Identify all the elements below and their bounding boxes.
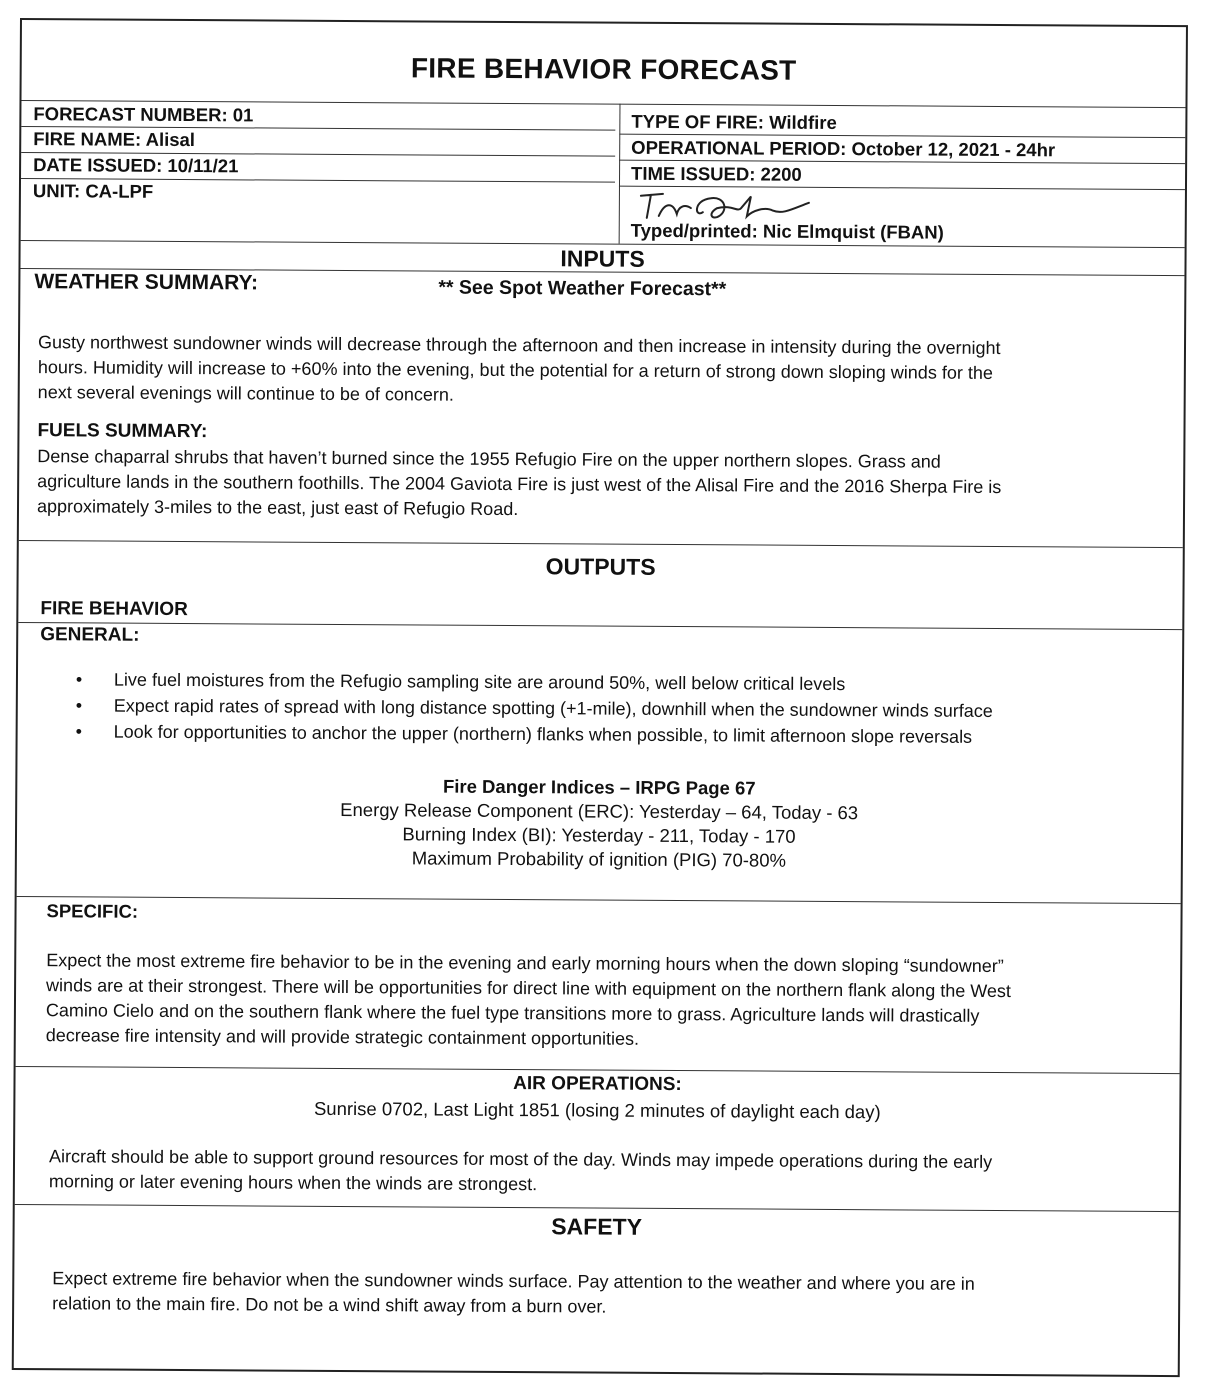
fuels-summary-text <box>37 444 1002 525</box>
safety-heading: SAFETY <box>551 1213 643 1240</box>
bi-index: Burning Index (BI): Yesterday - 211, Today - 170 <box>402 823 796 847</box>
safety-line: relation to the main fire. Do not be a wind shift away from a burn over. <box>52 1293 607 1317</box>
fire-behavior-label: FIRE BEHAVIOR <box>40 598 188 621</box>
list-item: • Expect rapid rates of spread with long distance spotting (+1-mile), downhill when the sundowner winds surface <box>70 692 993 724</box>
weather-summary-text <box>38 330 1001 411</box>
document-title: FIRE BEHAVIOR FORECAST <box>410 52 797 86</box>
fire-danger-indices-title: Fire Danger Indices – IRPG Page 67 <box>442 775 756 799</box>
divider <box>17 896 1181 904</box>
specific-line: Camino Cielo and on the southern flank where the fuel type transitions more to grass. Agriculture lands will drastically <box>45 1000 980 1026</box>
divider <box>19 540 1183 548</box>
weather-note: ** See Spot Weather Forecast** <box>438 276 727 301</box>
weather-line: hours. Humidity will increase to +60% into the evening, but the potential for a return of strong down sloping winds for the <box>37 357 993 383</box>
fuels-line: agriculture lands in the southern foothills. The 2004 Gaviota Fire is just west of the Alisal Fire and the 2016 Sherpa Fire is <box>37 471 1002 498</box>
date-issued: DATE ISSUED: 10/11/21 <box>33 154 239 177</box>
specific-label: SPECIFIC: <box>46 900 139 922</box>
safety-line: Expect extreme fire behavior when the sundowner winds surface. Pay attention to the weather and where you are in <box>52 1268 975 1294</box>
air-operations-line: Aircraft should be able to support ground resources for most of the day. Winds may impede operations during the early <box>48 1146 993 1172</box>
weather-line: Gusty northwest sundowner winds will decrease through the afternoon and then increase in intensity during the overnight <box>37 332 1001 358</box>
divider <box>18 622 1182 630</box>
general-label: GENERAL: <box>40 624 140 646</box>
list-item: • Look for opportunities to anchor the upper (northern) flanks when possible, to limit afternoon slope reversals <box>70 718 993 750</box>
list-item: • Live fuel moistures from the Refugio sampling site are around 50%, well below critical levels <box>70 666 993 698</box>
fuels-line: approximately 3-miles to the east, just east of Refugio Road. <box>36 496 519 520</box>
specific-line: winds are at their strongest. There will be opportunities for direct line with equipment on the northern flank along the West <box>46 975 1012 1002</box>
operational-period: OPERATIONAL PERIOD: October 12, 2021 - 24hr <box>631 136 1056 161</box>
forecast-document <box>12 18 1188 1377</box>
type-of-fire: TYPE OF FIRE: Wildfire <box>631 110 837 133</box>
weather-line: next several evenings will continue to be of concern. <box>37 382 455 405</box>
header-column-divider <box>619 104 621 244</box>
specific-line: Expect the most extreme fire behavior to be in the evening and early morning hours when the down sloping “sundowner” <box>46 950 1004 977</box>
specific-line: decrease fire intensity and will provide strategic containment opportunities. <box>45 1025 640 1049</box>
erc-index: Energy Release Component (ERC): Yesterday – 64, Today - 63 <box>340 798 859 824</box>
safety-text <box>52 1266 975 1322</box>
fuels-line: Dense chaparral shrubs that haven’t burned since the 1955 Refugio Fire on the upper northern slopes. Grass and <box>37 446 941 472</box>
air-operations-heading: AIR OPERATIONS: <box>513 1073 682 1096</box>
sun-times: Sunrise 0702, Last Light 1851 (losing 2 minutes of daylight each day) <box>313 1097 881 1123</box>
outputs-heading: OUTPUTS <box>545 553 656 580</box>
pig-index: Maximum Probability of ignition (PIG) 70-80% <box>411 847 787 871</box>
specific-text <box>46 948 1011 1054</box>
fire-name: FIRE NAME: Alisal <box>33 128 196 151</box>
inputs-heading: INPUTS <box>560 245 645 272</box>
fuels-summary-label: FUELS SUMMARY: <box>37 420 208 443</box>
forecast-number: FORECAST NUMBER: 01 <box>33 103 254 126</box>
air-operations-line: morning or later evening hours when the winds are strongest. <box>48 1171 538 1195</box>
air-operations-text <box>49 1144 992 1200</box>
unit: UNIT: CA-LPF <box>32 180 154 202</box>
time-issued: TIME ISSUED: 2200 <box>630 162 802 185</box>
weather-summary-label: WEATHER SUMMARY: <box>34 270 259 295</box>
typed-printed-name: Typed/printed: Nic Elmquist (FBAN) <box>630 219 944 243</box>
general-bullet-list <box>70 666 993 750</box>
